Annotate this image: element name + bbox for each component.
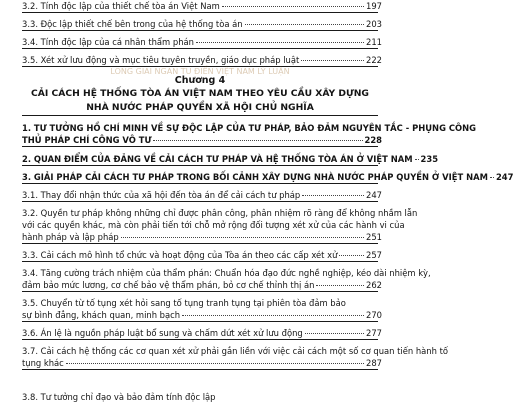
toc-entry-title: 3.5. Xét xử lưu động và mục tiêu tuyên truyền, giáo dục pháp luật [22, 55, 300, 65]
toc-entry[interactable] [22, 328, 382, 338]
divider [22, 183, 378, 184]
chapter-number: Chương 4 [174, 75, 226, 86]
toc-entry[interactable] [22, 172, 513, 182]
dot-leader [490, 177, 494, 178]
dot-leader [182, 315, 364, 316]
toc-entry[interactable] [22, 280, 382, 290]
dot-leader [222, 6, 364, 7]
toc-entry-page: 197 [366, 1, 382, 11]
toc-entry-line[interactable]: với các quyền khác, mà còn phải tiến tới chỗ mở rộng đối tượng xét xử của các hành vi của [22, 220, 405, 230]
toc-entry-page: 251 [366, 232, 382, 242]
toc-entry-page: 211 [366, 37, 382, 47]
dot-leader [121, 237, 364, 238]
toc-entry-line[interactable]: 3.2. Quyền tư pháp không những chỉ được phân công, phân nhiệm rõ ràng để không nhầm lẫn [22, 208, 418, 218]
toc-entry-line[interactable]: 3.4. Tăng cường trách nhiệm của thẩm phán: Chuẩn hóa đạo đức nghề nghiệp, kéo dài nhiệm kỳ, [22, 268, 431, 278]
toc-entry-page: 222 [366, 55, 382, 65]
divider [22, 369, 378, 370]
chapter-title-line1: CẢI CÁCH HỆ THỐNG TÒA ÁN VIỆT NAM THEO YÊU CẦU XÂY DỰNG [31, 88, 369, 99]
toc-entry[interactable] [22, 358, 382, 368]
toc-entry-page: 203 [366, 19, 382, 29]
toc-entry[interactable] [22, 37, 382, 47]
toc-entry-title: đảm bảo mức lương, cơ chế bảo vệ thẩm phán, bỏ cơ chế thỉnh thị án [22, 280, 315, 290]
dot-leader [415, 159, 419, 160]
toc-entry[interactable] [22, 250, 382, 260]
toc-entry[interactable] [22, 232, 382, 242]
toc-entry[interactable] [22, 19, 382, 29]
dot-leader [305, 333, 364, 334]
bleed-through-text: LONG GIAI NGAN TU ĐIỂN VIỆT NAM LÝ LUẬN [110, 67, 290, 76]
toc-entry-page: 235 [420, 154, 439, 164]
toc-entry-line-partial[interactable]: 3.8. Tư tưởng chỉ đạo và bảo đảm tính độc lập [22, 392, 216, 402]
dot-leader [66, 363, 364, 364]
toc-entry-page: 228 [364, 135, 382, 145]
divider [22, 261, 378, 262]
toc-entry-title: 3.1. Thay đổi nhận thức của xã hội đến tòa án để cải cách tư pháp [22, 190, 301, 200]
toc-entry[interactable] [22, 154, 439, 164]
divider [22, 165, 378, 166]
divider [22, 321, 378, 322]
divider [22, 339, 378, 340]
dot-leader [153, 140, 362, 141]
divider [22, 243, 378, 244]
divider [22, 12, 378, 13]
toc-entry-line[interactable]: 3.7. Cải cách hệ thống các cơ quan xét xử phải gắn liền với việc cải cách một số cơ quan tiến hành tố [22, 346, 448, 356]
toc-entry-title: hành pháp và lập pháp [22, 232, 119, 242]
divider [22, 201, 378, 202]
dot-leader [316, 285, 364, 286]
toc-entry-title: 3.4. Tính độc lập của cá nhân thẩm phán [22, 37, 194, 47]
toc-entry-title: sự bình đẳng, khách quan, minh bạch [22, 310, 181, 320]
toc-entry[interactable] [22, 55, 382, 65]
toc-entry[interactable] [22, 135, 382, 145]
divider [22, 48, 378, 49]
toc-entry-title: tụng khác [22, 358, 64, 368]
divider [22, 30, 378, 31]
toc-entry-page: 247 [366, 190, 382, 200]
toc-entry[interactable] [22, 310, 382, 320]
toc-entry-title: 3. GIẢI PHÁP CẢI CÁCH TƯ PHÁP TRONG BỐI CẢNH XÂY DỰNG NHÀ NƯỚC PHÁP QUYỀN Ở VIỆT NAM [22, 172, 488, 182]
dot-leader [301, 60, 364, 61]
toc-entry-page: 270 [366, 310, 382, 320]
toc-entry-title: THỦ PHÁP CHÍ CÔNG VÔ TƯ [22, 135, 152, 145]
toc-entry-line[interactable]: 1. TƯ TƯỞNG HỒ CHÍ MINH VỀ SỰ ĐỘC LẬP CỦA TƯ PHÁP, BẢO ĐẢM NGUYÊN TẮC - PHỤNG CÔNG [22, 123, 477, 133]
dot-leader [245, 24, 364, 25]
toc-entry-page: 247 [495, 172, 513, 182]
toc-entry-page: 287 [366, 358, 382, 368]
toc-entry-line[interactable]: 3.5. Chuyển từ tố tụng xét hỏi sang tố tụng tranh tụng tại phiên tòa đảm bảo [22, 298, 346, 308]
toc-entry-title: 3.3. Cải cách mô hình tổ chức và hoạt động của Tòa án theo các cấp xét xử [22, 250, 338, 260]
toc-entry-page: 257 [366, 250, 382, 260]
toc-entry-title: 3.6. Án lệ là nguồn pháp luật bổ sung và chấm dứt xét xử lưu động [22, 328, 303, 338]
dot-leader [302, 195, 364, 196]
toc-entry-title: 2. QUAN ĐIỂM CỦA ĐẢNG VỀ CẢI CÁCH TƯ PHÁP VÀ HỆ THỐNG TÒA ÁN Ở VIỆT NAM [22, 154, 413, 164]
toc-entry[interactable] [22, 190, 382, 200]
toc-entry-page: 262 [366, 280, 382, 290]
toc-entry-page: 277 [366, 328, 382, 338]
divider [22, 291, 378, 292]
divider [22, 146, 378, 147]
toc-entry-title: 3.2. Tính độc lập của thiết chế tòa án Việt Nam [22, 1, 220, 11]
dot-leader [196, 42, 364, 43]
chapter-title-line2: NHÀ NƯỚC PHÁP QUYỀN XÃ HỘI CHỦ NGHĨA [86, 102, 314, 113]
toc-entry-title: 3.3. Độc lập thiết chế bên trong của hệ thống tòa án [22, 19, 243, 29]
divider [22, 115, 378, 116]
toc-entry[interactable] [22, 1, 382, 11]
dot-leader [339, 255, 364, 256]
